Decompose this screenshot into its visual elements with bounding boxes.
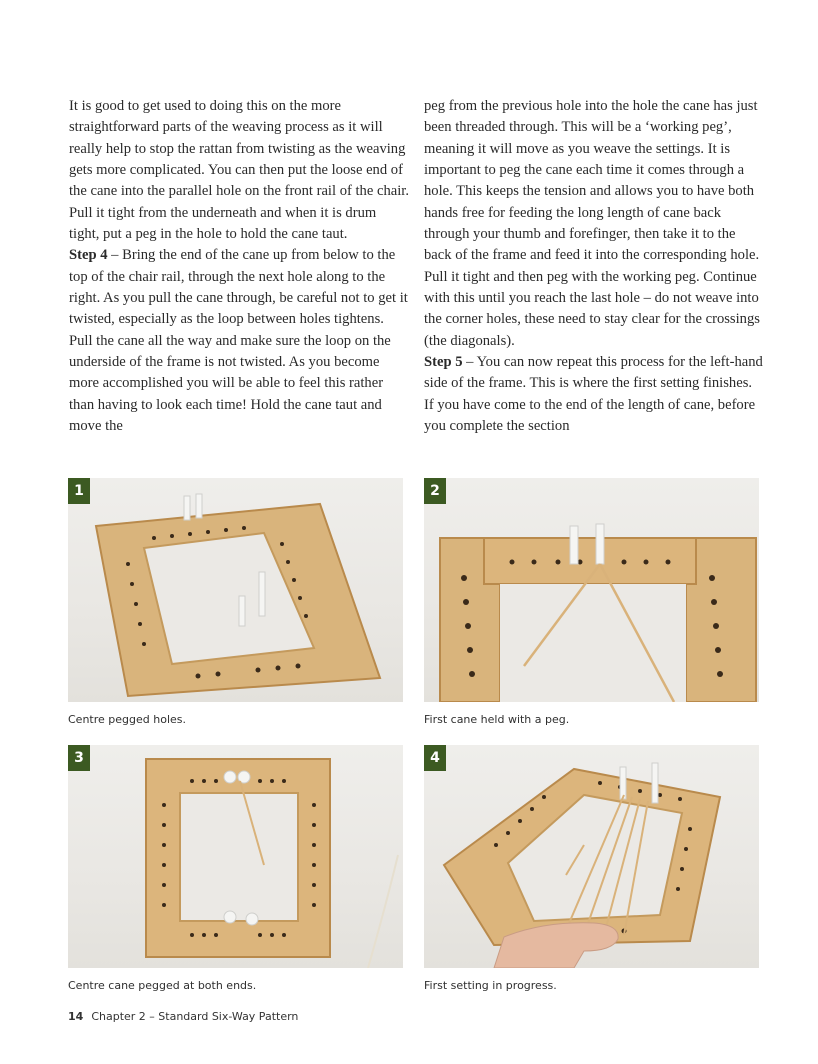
step-5-text: – You can now repeat this process for the left-hand side of the frame. This is where the first setting finishes. If you have come to the end of the length of cane, before you complete the section: [424, 354, 763, 435]
page-number: 14: [68, 1010, 84, 1023]
page-footer: [68, 1010, 298, 1023]
frame-closeup-with-cane-image: [424, 478, 759, 702]
frame-top-view-with-cane-image: [68, 745, 403, 968]
figure-4-photo: [424, 745, 759, 968]
figure-3-caption: Centre cane pegged at both ends.: [68, 979, 257, 992]
figure-4-caption: First setting in progress.: [424, 979, 557, 992]
step-4-label: Step 4: [69, 247, 108, 264]
paragraph-working-peg: peg from the previous hole into the hole the cane has just been threaded through. This will be a ‘working peg’, meaning it will move as you weave the settings. It is important to peg the cane each time it comes through a hole. This keeps the tension and allows you to have both hands free for feeding the long length of cane back through your thumb and forefinger, then take it to the back of the frame and feed it into the corresponding hole. Pull it tight and then peg with the working peg. Continue with this until you reach the last hole – do not weave into the corner holes, these need to stay clear for the crossings (the diagonals).: [424, 98, 760, 349]
square-frame-with-pegs-image: [68, 478, 403, 702]
figure-4-badge: 4: [424, 745, 446, 771]
step-4-text: – Bring the end of the cane up from below to the top of the chair rail, through the next hole along to the right. As you pull the cane through, be careful not to get it twisted, especially as the loop between holes tightens. Pull the cane all the way and make sure the loop on the underside of the frame is not twisted. As you become more accomplished you will be able to feel this rather than having to look each time! Hold the cane taut and move the: [69, 247, 408, 435]
figure-2-badge: 2: [424, 478, 446, 504]
step-5-label: Step 5: [424, 354, 463, 371]
figure-2-photo: [424, 478, 759, 702]
body-text-right-column: [424, 96, 764, 438]
paragraph-step-4: [69, 245, 409, 437]
figure-1-badge: 1: [68, 478, 90, 504]
figure-2-caption: First cane held with a peg.: [424, 713, 570, 726]
paragraph-step-5: [424, 352, 764, 437]
frame-with-cane-strands-and-hand-image: [424, 745, 759, 968]
chapter-title: Chapter 2 – Standard Six-Way Pattern: [91, 1010, 299, 1023]
body-text-left-column: [69, 96, 409, 438]
figure-1-caption: Centre pegged holes.: [68, 713, 186, 726]
figure-3-badge: 3: [68, 745, 90, 771]
figure-3-photo: [68, 745, 403, 968]
paragraph-intro: It is good to get used to doing this on the more straightforward parts of the weaving process as it will really help to stop the rattan from twisting as the weaving gets more complicated. You can then put the loose end of the cane into the parallel hole on the front rail of the chair. Pull it tight from the underneath and when it is drum tight, put a peg in the hole to hold the cane taut.: [69, 98, 409, 243]
figure-1-photo: [68, 478, 403, 702]
